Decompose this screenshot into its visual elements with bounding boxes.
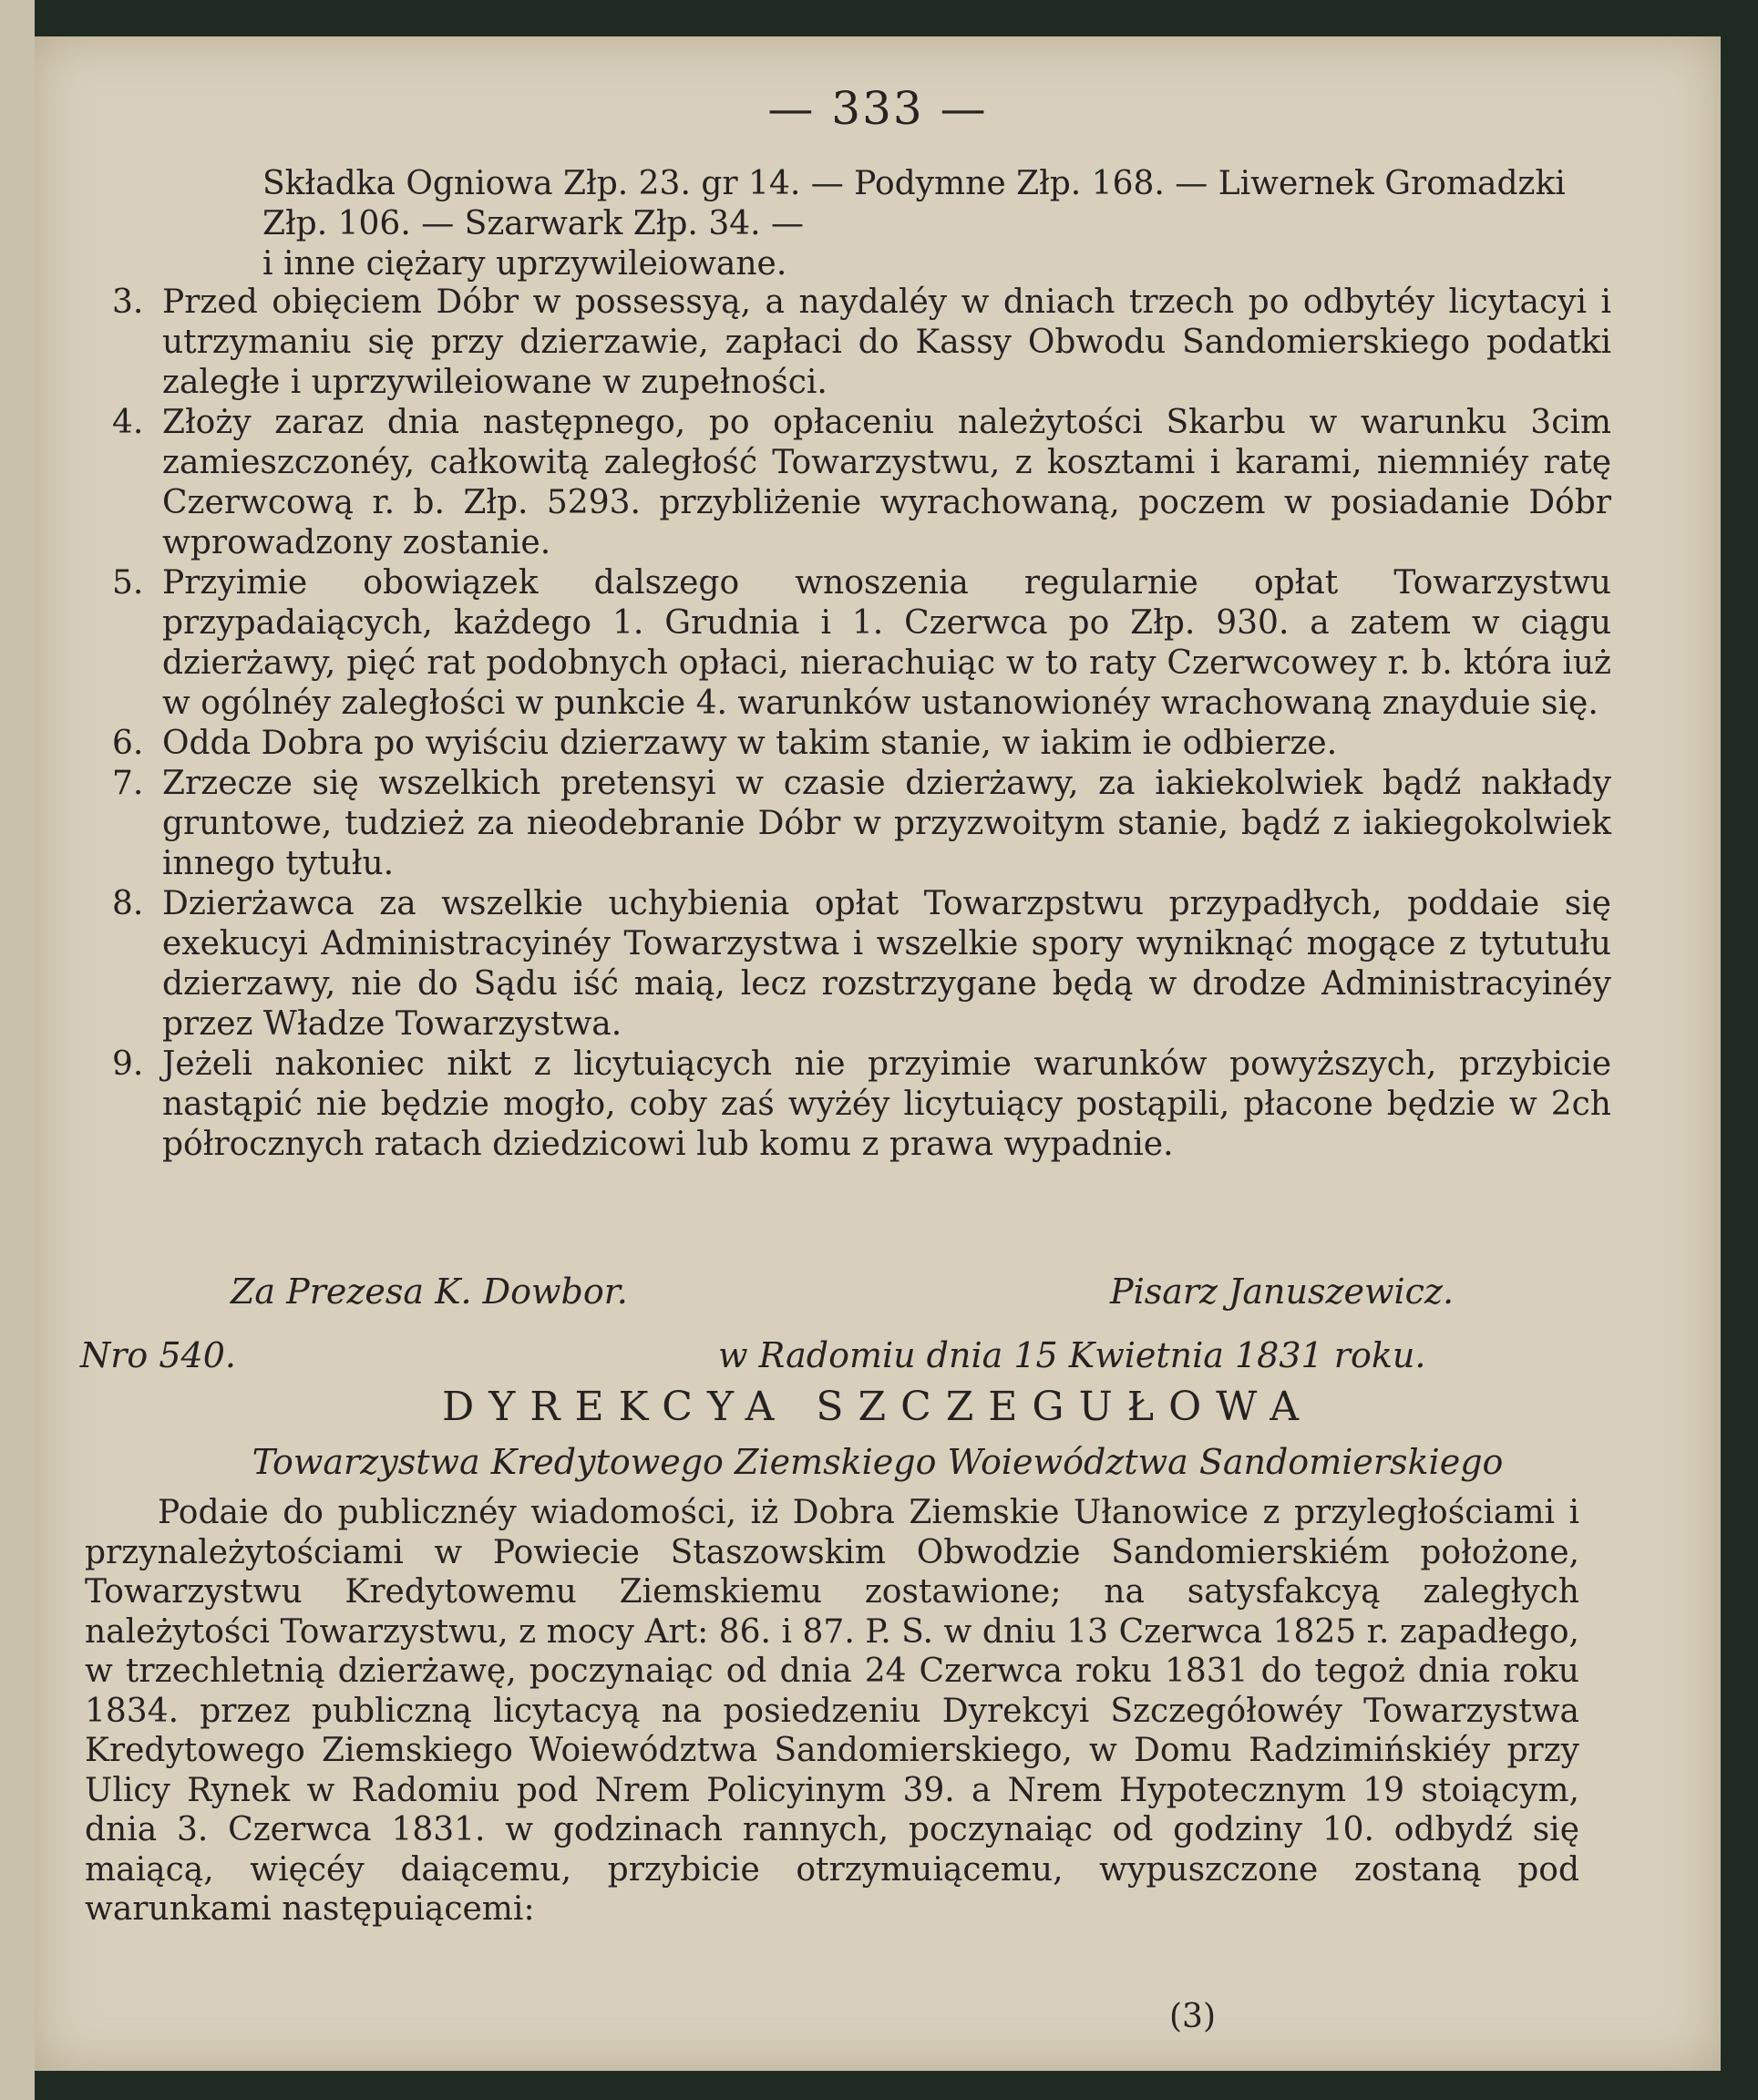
condition-text: Przed obięciem Dóbr w possessyą, a naydaléy w dniach trzech po odbytéy licytacyi i utrzymaniu się przy dzierzawie, zapłaci do Kassy Obwodu Sandomierskiego podatki zaległe i uprzywileiowane w zupełności.: [162, 283, 1611, 401]
condition-number: 3.: [112, 283, 144, 321]
notice-heading: DYREKCYA SZCZEGUŁOWA: [442, 1384, 1313, 1430]
condition-item: [112, 283, 1611, 403]
signature-president: Za Prezesa K. Dowbor.: [231, 1271, 628, 1312]
condition-item: [112, 1045, 1611, 1165]
condition-text: Zrzecze się wszelkich pretensyi w czasie dzierżawy, za iakiekolwiek bądź nakłady gruntowe, tudzież za nieodebranie Dóbr w przyzwoitym stanie, bądź z iakiegokolwiek innego tytułu.: [162, 765, 1611, 882]
condition-number: 4.: [112, 404, 144, 441]
intro-line-1: Składka Ogniowa Złp. 23. gr 14. — Podymne Złp. 168. — Liwernek Gromadzki Złp. 106. — Szarwark Złp. 34. —: [262, 165, 1566, 242]
condition-item: [112, 563, 1611, 724]
condition-number: 9.: [112, 1045, 144, 1083]
signature-clerk: Pisarz Januszewicz.: [1110, 1271, 1455, 1312]
condition-number: 6.: [112, 725, 144, 762]
notice-date: w Radomiu dnia 15 Kwietnia 1831 roku.: [718, 1335, 1426, 1375]
condition-number: 7.: [112, 765, 144, 802]
condition-item: [112, 403, 1611, 563]
condition-text: Odda Dobra po wyiściu dzierzawy w takim stanie, w iakim ie odbierze.: [162, 725, 1338, 762]
page-edge-strip: [0, 0, 35, 2100]
page-number: — 333 —: [767, 82, 988, 135]
condition-item: [112, 764, 1611, 884]
condition-text: Jeżeli nakoniec nikt z licytuiących nie przyimie warunków powyższych, przybicie nastąpić nie będzie mogło, coby zaś wyżéy licytuiący postąpili, płacone będzie w 2ch półrocznych ratach dziedzicowi lub komu z prawa wypadnie.: [162, 1045, 1611, 1163]
notice-body: Podaie do publicznéy wiadomości, iż Dobra Ziemskie Ułanowice z przyległościami i przynależytościami w Powiecie Staszowskim Obwodzie Sandomierskiém położone, Towarzystwu Kredytowemu Ziemskiemu zostawione; na satysfakcyą zaległych należytości Towarzystwu, z mocy Art: 86. i 87. P. S. w dniu 13 Czerwca 1825 r. zapadłego, w trzechletnią dzierżawę, poczynaiąc od dnia 24 Czerwca roku 1831 do tegoż dnia roku 1834. przez publiczną licytacyą na posiedzeniu Dyrekcyi Szczegółowéy Towarzystwa Kredytowego Ziemskiego Woiewództwa Sandomierskiego, w Domu Radzimińskiéy przy Ulicy Rynek w Radomiu pod Nrem Policyinym 39. a Nrem Hypotecznym 19 stoiącym, dnia 3. Czerwca 1831. w godzinach rannych, poczynaiąc od godziny 10. odbydź się maiącą, więcéy daiącemu, przybicie otrzymuiącemu, wypuszczone zostaną pod warunkami następuiącemi:: [85, 1494, 1579, 1928]
document-page: [35, 36, 1721, 2071]
notice-subheading: Towarzystwa Kredytowego Ziemskiego Woiewództwa Sandomierskiego: [252, 1442, 1504, 1482]
conditions-list: [112, 283, 1611, 1165]
condition-text: Przyimie obowiązek dalszego wnoszenia regularnie opłat Towarzystwu przypadaiących, każdego 1. Grudnia i 1. Czerwca po Złp. 930. a zatem w ciągu dzierżawy, pięć rat podobnych opłaci, nierachuiąc w to raty Czerwcowey r. b. która iuż w ogólnéy zaległości w punkcie 4. warunków ustanowionéy wrachowaną znayduie się.: [162, 564, 1611, 722]
condition-text: Dzierżawca za wszelkie uchybienia opłat Towarzpstwu przypadłych, poddaie się exekucyi Administracyinéy Towarzystwa i wszelkie spory wyniknąć mogące z tytutułu dzierzawy, nie do Sądu iść maią, lecz rozstrzygane będą w drodze Administracyinéy przez Władze Towarzystwa.: [162, 885, 1611, 1043]
signature-mark: (3): [1169, 1998, 1216, 2035]
condition-number: 8.: [112, 885, 144, 922]
condition-item: [112, 884, 1611, 1045]
intro-line-2: i inne ciężary uprzywileiowane.: [262, 245, 787, 283]
intro-block: [262, 164, 1611, 284]
condition-text: Złoży zaraz dnia następnego, po opłaceniu należytości Skarbu w warunku 3cim zamieszczonéy, całkowitą zaległość Towarzystwu, z kosztami i karami, niemniéy ratę Czerwcową r. b. Złp. 5293. przybliżenie wyrachowaną, poczem w posiadanie Dóbr wprowadzony zostanie.: [162, 404, 1611, 561]
condition-number: 5.: [112, 564, 144, 602]
notice-number: Nro 540.: [80, 1335, 236, 1375]
condition-item: [112, 724, 1611, 764]
